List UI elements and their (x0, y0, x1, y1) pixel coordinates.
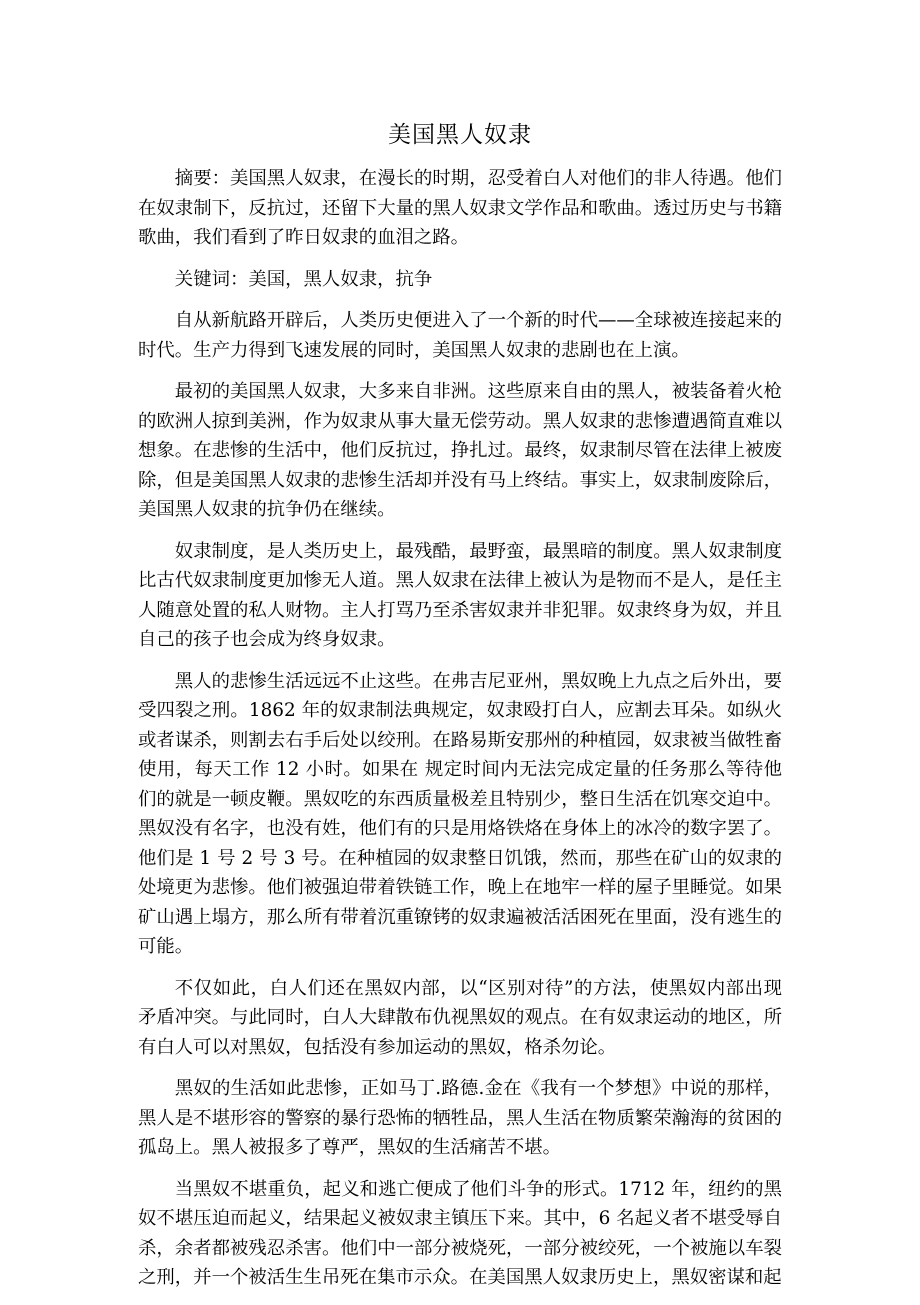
body-paragraph-1: 自从新航路开辟后，人类历史便进入了一个新的时代——全球被连接起来的时代。生产力得到飞速发展的同时，美国黑人奴隶的悲剧也在上演。 (138, 310, 782, 361)
body-paragraph-7: 当黑奴不堪重负，起义和逃亡便成了他们斗争的形式。1712 年，纽约的黑奴不堪压迫而起义，结果起义被奴隶主镇压下来。其中，6 名起义者不堪受辱自杀，余者都被残忍杀害。他们中一部分被烧死，一部分被绞死，一个被施以车裂之刑，并一个被活生生吊死在集市示众。在美国黑人奴隶历史上，黑奴密谋和起 (138, 1178, 782, 1288)
document-page (138, 110, 782, 1305)
keywords-paragraph: 关键词：美国，黑人奴隶，抗争 (174, 268, 433, 290)
abstract-paragraph: 摘要：美国黑人奴隶，在漫长的时期，忍受着白人对他们的非人待遇。他们在奴隶制下，反抗过，还留下大量的黑人奴隶文学作品和歌曲。透过历史与书籍歌曲，我们看到了昨日奴隶的血泪之路。 (138, 168, 782, 248)
body-paragraph-5: 不仅如此，白人们还在黑奴内部，以“区别对待”的方法，使黑奴内部出现矛盾冲突。与此同时，白人大肆散布仇视黑奴的观点。在有奴隶运动的地区，所有白人可以对黑奴，包括没有参加运动的黑奴，格杀勿论。 (138, 977, 782, 1058)
body-paragraph-3: 奴隶制度，是人类历史上，最残酷，最野蛮，最黑暗的制度。黑人奴隶制度比古代奴隶制度更加惨无人道。黑人奴隶在法律上被认为是物而不是人，是任主人随意处置的私人财物。主人打骂乃至杀害奴隶并非犯罪。奴隶终身为奴，并且自己的孩子也会成为终身奴隶。 (138, 540, 782, 650)
document-title: 美国黑人奴隶 (388, 122, 532, 148)
body-paragraph-4: 黑人的悲惨生活远远不止这些。在弗吉尼亚州，黑奴晚上九点之后外出，要受四裂之刑。1862 年的奴隶制法典规定，奴隶殴打白人，应割去耳朵。如纵火或者谋杀，则割去右手后处以绞刑。在路易斯安那州的种植园，奴隶被当做牲畜使用，每天工作 12 小时。如果在 规定时间内无法完成定量的任务那么等待他们的就是一顿皮鞭。黑奴吃的东西质量极差且特别少，整日生活在饥寒交迫中。黑奴没有名字，也没有姓，他们有的只是用烙铁烙在身体上的冰冷的数字罢了。他们是 1 号 2 号 3 号。在种植园的奴隶整日饥饿，然而，那些在矿山的奴隶的处境更为悲惨。他们被强迫带着铁链工作，晚上在地牢一样的屋子里睡觉。如果矿山遇上塌方，那么所有带着沉重镣铐的奴隶遍被活活困死在里面，没有逃生的可能。 (138, 670, 782, 957)
body-paragraph-6: 黑奴的生活如此悲惨，正如马丁.路德.金在《我有一个梦想》中说的那样，黑人是不堪形容的警察的暴行恐怖的牺牲品，黑人生活在物质繁荣瀚海的贫困的孤岛上。黑人被报多了尊严，黑奴的生活痛苦不堪。 (138, 1078, 782, 1158)
body-paragraph-2: 最初的美国黑人奴隶，大多来自非洲。这些原来自由的黑人，被装备着火枪的欧洲人掠到美洲，作为奴隶从事大量无偿劳动。黑人奴隶的悲惨遭遇简直难以想象。在悲惨的生活中，他们反抗过，挣扎过。最终，奴隶制尽管在法律上被废除，但是美国黑人奴隶的悲惨生活却并没有马上终结。事实上，奴隶制废除后，美国黑人奴隶的抗争仍在继续。 (138, 381, 782, 520)
